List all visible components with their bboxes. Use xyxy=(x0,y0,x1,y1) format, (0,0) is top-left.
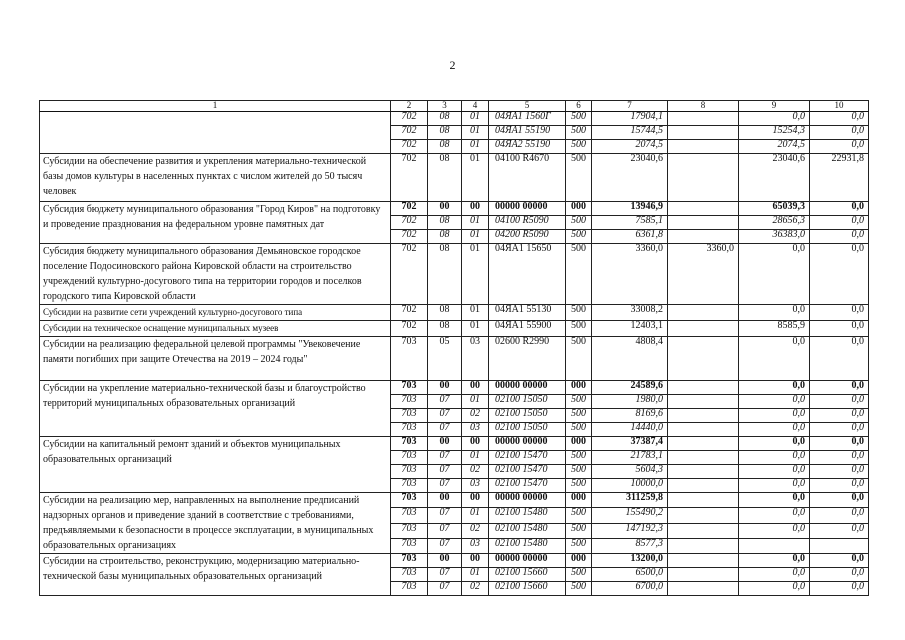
col-glava: 703 xyxy=(391,582,428,596)
col-amount-10: 0,0 xyxy=(810,523,869,538)
col-podrazdel: 00 xyxy=(462,381,489,395)
col-amount-10 xyxy=(810,538,869,553)
table-row xyxy=(40,321,869,337)
col-celevaya-statya: 04100 R4670 xyxy=(489,154,566,202)
col-razdel: 07 xyxy=(428,465,462,479)
col-amount-9: 65039,3 xyxy=(739,202,810,216)
col-amount-10: 0,0 xyxy=(810,381,869,395)
col-amount-10: 0,0 xyxy=(810,202,869,216)
header-cell: 4 xyxy=(462,101,489,112)
col-podrazdel: 00 xyxy=(462,554,489,568)
col-amount-9: 0,0 xyxy=(739,395,810,409)
col-razdel: 08 xyxy=(428,112,462,126)
col-glava: 702 xyxy=(391,216,428,230)
col-razdel: 08 xyxy=(428,244,462,305)
col-glava: 703 xyxy=(391,337,428,381)
col-amount-9: 23040,6 xyxy=(739,154,810,202)
col-razdel: 07 xyxy=(428,538,462,553)
col-amount-10: 0,0 xyxy=(810,305,869,321)
col-razdel: 05 xyxy=(428,337,462,381)
col-razdel: 07 xyxy=(428,409,462,423)
col-razdel: 07 xyxy=(428,395,462,409)
col-amount-9: 0,0 xyxy=(739,523,810,538)
col-celevaya-statya: 04ЯА1 55130 xyxy=(489,305,566,321)
col-amount-7: 4808,4 xyxy=(592,337,668,381)
col-glava: 703 xyxy=(391,395,428,409)
col-amount-9: 28656,3 xyxy=(739,216,810,230)
col-amount-8 xyxy=(668,568,739,582)
col-celevaya-statya: 04ЯА1 55900 xyxy=(489,321,566,337)
table-row xyxy=(40,381,869,395)
col-amount-8 xyxy=(668,216,739,230)
col-vid-rashodov: 000 xyxy=(566,493,592,508)
col-amount-9: 0,0 xyxy=(739,437,810,451)
col-celevaya-statya: 00000 00000 xyxy=(489,381,566,395)
col-amount-8 xyxy=(668,582,739,596)
col-amount-9: 0,0 xyxy=(739,582,810,596)
col-podrazdel: 03 xyxy=(462,479,489,493)
col-amount-9: 0,0 xyxy=(739,423,810,437)
col-amount-7: 8577,3 xyxy=(592,538,668,553)
col-amount-9: 15254,3 xyxy=(739,126,810,140)
table-row xyxy=(40,112,869,126)
col-vid-rashodov: 500 xyxy=(566,154,592,202)
col-celevaya-statya: 02100 15480 xyxy=(489,508,566,523)
col-vid-rashodov: 500 xyxy=(566,538,592,553)
col-amount-10: 0,0 xyxy=(810,465,869,479)
col-amount-10: 0,0 xyxy=(810,451,869,465)
col-amount-8 xyxy=(668,523,739,538)
col-razdel: 08 xyxy=(428,154,462,202)
col-vid-rashodov: 000 xyxy=(566,202,592,216)
col-amount-8 xyxy=(668,321,739,337)
row-description: Субсидия бюджету муниципального образования Демьяновское городское поселение Подосиновского района Кировской области на строительство учреждений культурно-досугового типа на территории городов и поселков городского типа Кировской области xyxy=(40,244,391,305)
col-amount-9: 0,0 xyxy=(739,112,810,126)
col-amount-7: 147192,3 xyxy=(592,523,668,538)
col-amount-7: 14440,0 xyxy=(592,423,668,437)
col-vid-rashodov: 500 xyxy=(566,337,592,381)
col-podrazdel: 00 xyxy=(462,493,489,508)
col-amount-9: 0,0 xyxy=(739,479,810,493)
col-glava: 702 xyxy=(391,126,428,140)
col-glava: 702 xyxy=(391,321,428,337)
col-vid-rashodov: 500 xyxy=(566,423,592,437)
col-celevaya-statya: 02100 15470 xyxy=(489,479,566,493)
col-podrazdel: 01 xyxy=(462,154,489,202)
col-amount-9: 0,0 xyxy=(739,409,810,423)
col-amount-9: 2074,5 xyxy=(739,140,810,154)
table-row xyxy=(40,305,869,321)
col-podrazdel: 01 xyxy=(462,112,489,126)
col-glava: 703 xyxy=(391,538,428,553)
col-podrazdel: 01 xyxy=(462,508,489,523)
col-amount-10: 0,0 xyxy=(810,216,869,230)
col-razdel: 00 xyxy=(428,202,462,216)
col-glava: 703 xyxy=(391,493,428,508)
col-amount-10: 0,0 xyxy=(810,140,869,154)
col-amount-8 xyxy=(668,202,739,216)
col-razdel: 07 xyxy=(428,523,462,538)
col-amount-10: 0,0 xyxy=(810,126,869,140)
col-celevaya-statya: 02100 15480 xyxy=(489,538,566,553)
col-vid-rashodov: 500 xyxy=(566,140,592,154)
col-amount-10: 0,0 xyxy=(810,568,869,582)
row-description: Субсидии на техническое оснащение муниципальных музеев xyxy=(40,321,391,337)
col-vid-rashodov: 500 xyxy=(566,112,592,126)
col-celevaya-statya: 00000 00000 xyxy=(489,554,566,568)
header-cell: 10 xyxy=(810,101,869,112)
col-razdel: 07 xyxy=(428,582,462,596)
col-amount-9: 0,0 xyxy=(739,508,810,523)
col-razdel: 00 xyxy=(428,554,462,568)
col-podrazdel: 02 xyxy=(462,465,489,479)
col-razdel: 07 xyxy=(428,479,462,493)
col-celevaya-statya: 02100 15050 xyxy=(489,395,566,409)
col-glava: 703 xyxy=(391,451,428,465)
col-podrazdel: 00 xyxy=(462,202,489,216)
col-amount-9: 0,0 xyxy=(739,337,810,381)
col-glava: 702 xyxy=(391,202,428,216)
col-amount-7: 3360,0 xyxy=(592,244,668,305)
col-glava: 702 xyxy=(391,154,428,202)
col-vid-rashodov: 500 xyxy=(566,568,592,582)
col-amount-9: 36383,0 xyxy=(739,230,810,244)
header-cell: 9 xyxy=(739,101,810,112)
col-amount-8 xyxy=(668,493,739,508)
col-razdel: 00 xyxy=(428,437,462,451)
col-amount-8 xyxy=(668,230,739,244)
col-amount-10: 0,0 xyxy=(810,409,869,423)
header-row xyxy=(40,101,869,112)
col-podrazdel: 02 xyxy=(462,409,489,423)
col-razdel: 07 xyxy=(428,423,462,437)
col-amount-10: 0,0 xyxy=(810,244,869,305)
col-amount-7: 7585,1 xyxy=(592,216,668,230)
page-number: 2 xyxy=(449,58,456,72)
col-amount-10: 0,0 xyxy=(810,493,869,508)
col-amount-7: 10000,0 xyxy=(592,479,668,493)
row-description xyxy=(40,112,391,154)
col-amount-9: 0,0 xyxy=(739,305,810,321)
col-celevaya-statya: 04ЯА1 15650 xyxy=(489,244,566,305)
col-glava: 702 xyxy=(391,230,428,244)
table-row xyxy=(40,154,869,202)
col-amount-10: 22931,8 xyxy=(810,154,869,202)
col-vid-rashodov: 000 xyxy=(566,554,592,568)
col-glava: 703 xyxy=(391,423,428,437)
col-vid-rashodov: 500 xyxy=(566,230,592,244)
header-cell: 2 xyxy=(391,101,428,112)
col-vid-rashodov: 500 xyxy=(566,244,592,305)
col-glava: 703 xyxy=(391,568,428,582)
col-celevaya-statya: 04ЯА1 55190 xyxy=(489,126,566,140)
col-vid-rashodov: 500 xyxy=(566,409,592,423)
col-amount-7: 2074,5 xyxy=(592,140,668,154)
col-amount-7: 23040,6 xyxy=(592,154,668,202)
col-celevaya-statya: 04200 R5090 xyxy=(489,230,566,244)
col-amount-9: 0,0 xyxy=(739,451,810,465)
header-cell: 1 xyxy=(40,101,391,112)
col-amount-7: 13200,0 xyxy=(592,554,668,568)
col-amount-7: 21783,1 xyxy=(592,451,668,465)
col-glava: 702 xyxy=(391,305,428,321)
col-amount-7: 37387,4 xyxy=(592,437,668,451)
col-celevaya-statya: 02100 15470 xyxy=(489,451,566,465)
col-amount-7: 17904,1 xyxy=(592,112,668,126)
col-podrazdel: 01 xyxy=(462,244,489,305)
col-razdel: 07 xyxy=(428,508,462,523)
col-amount-8 xyxy=(668,126,739,140)
col-amount-10: 0,0 xyxy=(810,337,869,381)
col-razdel: 08 xyxy=(428,305,462,321)
col-amount-8 xyxy=(668,538,739,553)
col-amount-7: 13946,9 xyxy=(592,202,668,216)
col-amount-10: 0,0 xyxy=(810,112,869,126)
col-celevaya-statya: 02100 15480 xyxy=(489,523,566,538)
col-celevaya-statya: 00000 00000 xyxy=(489,202,566,216)
col-amount-8 xyxy=(668,112,739,126)
col-vid-rashodov: 500 xyxy=(566,582,592,596)
row-description: Субсидии на укрепление материально-технической базы и благоустройство территорий муниципальных образовательных организаций xyxy=(40,381,391,437)
col-vid-rashodov: 500 xyxy=(566,451,592,465)
col-podrazdel: 01 xyxy=(462,305,489,321)
row-description: Субсидии на развитие сети учреждений культурно-досугового типа xyxy=(40,305,391,321)
col-amount-9: 8585,9 xyxy=(739,321,810,337)
col-celevaya-statya: 02600 R2990 xyxy=(489,337,566,381)
row-description: Субсидии на капитальный ремонт зданий и объектов муниципальных образовательных организаций xyxy=(40,437,391,493)
col-amount-8 xyxy=(668,337,739,381)
col-glava: 703 xyxy=(391,508,428,523)
col-razdel: 08 xyxy=(428,140,462,154)
col-razdel: 08 xyxy=(428,126,462,140)
col-celevaya-statya: 02100 15050 xyxy=(489,409,566,423)
col-amount-7: 24589,6 xyxy=(592,381,668,395)
col-podrazdel: 01 xyxy=(462,126,489,140)
col-glava: 703 xyxy=(391,479,428,493)
col-amount-7: 8169,6 xyxy=(592,409,668,423)
col-vid-rashodov: 500 xyxy=(566,305,592,321)
col-amount-8 xyxy=(668,395,739,409)
col-glava: 702 xyxy=(391,140,428,154)
col-podrazdel: 00 xyxy=(462,437,489,451)
col-amount-8 xyxy=(668,140,739,154)
col-amount-8 xyxy=(668,479,739,493)
row-description: Субсидия бюджету муниципального образования "Город Киров" на подготовку и проведение празднования на федеральном уровне памятных дат xyxy=(40,202,391,244)
col-amount-10: 0,0 xyxy=(810,423,869,437)
col-podrazdel: 03 xyxy=(462,337,489,381)
col-amount-8 xyxy=(668,154,739,202)
col-amount-10: 0,0 xyxy=(810,437,869,451)
col-vid-rashodov: 500 xyxy=(566,479,592,493)
row-description: Субсидии на реализацию мер, направленных на выполнение предписаний надзорных органов и приведение зданий в соответствие с требованиями, предъявляемыми к безопасности в процессе эксплуатации, в муниципальных образовательных организациях xyxy=(40,493,391,554)
col-amount-7: 6361,8 xyxy=(592,230,668,244)
col-amount-10: 0,0 xyxy=(810,554,869,568)
col-amount-8: 3360,0 xyxy=(668,244,739,305)
col-celevaya-statya: 04ЯА2 55190 xyxy=(489,140,566,154)
col-amount-9: 0,0 xyxy=(739,465,810,479)
table-row xyxy=(40,337,869,381)
col-razdel: 07 xyxy=(428,568,462,582)
col-podrazdel: 01 xyxy=(462,140,489,154)
col-amount-7: 155490,2 xyxy=(592,508,668,523)
col-vid-rashodov: 500 xyxy=(566,508,592,523)
col-glava: 703 xyxy=(391,523,428,538)
col-amount-8 xyxy=(668,554,739,568)
col-podrazdel: 03 xyxy=(462,423,489,437)
col-glava: 703 xyxy=(391,465,428,479)
col-razdel: 00 xyxy=(428,381,462,395)
col-glava: 703 xyxy=(391,437,428,451)
col-celevaya-statya: 02100 15050 xyxy=(489,423,566,437)
col-amount-8 xyxy=(668,305,739,321)
col-celevaya-statya: 00000 00000 xyxy=(489,437,566,451)
col-vid-rashodov: 500 xyxy=(566,523,592,538)
col-podrazdel: 01 xyxy=(462,395,489,409)
table-row xyxy=(40,554,869,568)
col-podrazdel: 02 xyxy=(462,523,489,538)
col-amount-7: 15744,5 xyxy=(592,126,668,140)
col-glava: 702 xyxy=(391,112,428,126)
table-row xyxy=(40,202,869,216)
col-amount-10: 0,0 xyxy=(810,321,869,337)
col-amount-7: 6500,0 xyxy=(592,568,668,582)
col-podrazdel: 01 xyxy=(462,451,489,465)
col-amount-7: 5604,3 xyxy=(592,465,668,479)
col-vid-rashodov: 000 xyxy=(566,437,592,451)
col-amount-10: 0,0 xyxy=(810,582,869,596)
col-amount-8 xyxy=(668,381,739,395)
col-vid-rashodov: 000 xyxy=(566,381,592,395)
col-vid-rashodov: 500 xyxy=(566,126,592,140)
col-podrazdel: 01 xyxy=(462,230,489,244)
col-celevaya-statya: 04ЯА1 1560Г xyxy=(489,112,566,126)
table-row xyxy=(40,493,869,508)
table-row xyxy=(40,244,869,305)
col-amount-8 xyxy=(668,423,739,437)
col-celevaya-statya: 02100 15660 xyxy=(489,582,566,596)
col-podrazdel: 01 xyxy=(462,568,489,582)
col-amount-10: 0,0 xyxy=(810,230,869,244)
col-glava: 702 xyxy=(391,244,428,305)
col-amount-9: 0,0 xyxy=(739,244,810,305)
col-amount-9: 0,0 xyxy=(739,381,810,395)
row-description: Субсидии на обеспечение развития и укрепления материально-технической базы домов культуры в населенных пунктах с числом жителей до 50 тысяч человек xyxy=(40,154,391,202)
col-razdel: 08 xyxy=(428,216,462,230)
row-description: Субсидии на реализацию федеральной целевой программы "Увековечение памяти погибших при защите Отечества на 2019 – 2024 годы" xyxy=(40,337,391,381)
col-amount-8 xyxy=(668,451,739,465)
header-cell: 7 xyxy=(592,101,668,112)
col-amount-7: 33008,2 xyxy=(592,305,668,321)
col-vid-rashodov: 500 xyxy=(566,321,592,337)
col-amount-9: 0,0 xyxy=(739,493,810,508)
col-amount-8 xyxy=(668,409,739,423)
col-amount-8 xyxy=(668,437,739,451)
col-vid-rashodov: 500 xyxy=(566,395,592,409)
header-cell: 5 xyxy=(489,101,566,112)
col-glava: 703 xyxy=(391,554,428,568)
col-vid-rashodov: 500 xyxy=(566,216,592,230)
col-celevaya-statya: 02100 15470 xyxy=(489,465,566,479)
col-amount-7: 1980,0 xyxy=(592,395,668,409)
col-glava: 703 xyxy=(391,409,428,423)
col-celevaya-statya: 00000 00000 xyxy=(489,493,566,508)
header-cell: 3 xyxy=(428,101,462,112)
col-vid-rashodov: 500 xyxy=(566,465,592,479)
col-amount-7: 12403,1 xyxy=(592,321,668,337)
col-amount-9: 0,0 xyxy=(739,568,810,582)
col-amount-10: 0,0 xyxy=(810,395,869,409)
col-amount-9 xyxy=(739,538,810,553)
col-amount-8 xyxy=(668,465,739,479)
header-cell: 6 xyxy=(566,101,592,112)
header-cell: 8 xyxy=(668,101,739,112)
row-description: Субсидии на строительство, реконструкцию, модернизацию материально-технической базы муниципальных образовательных организаций xyxy=(40,554,391,596)
col-podrazdel: 02 xyxy=(462,582,489,596)
col-amount-10: 0,0 xyxy=(810,508,869,523)
budget-table xyxy=(39,100,869,596)
col-razdel: 08 xyxy=(428,230,462,244)
col-podrazdel: 03 xyxy=(462,538,489,553)
col-razdel: 08 xyxy=(428,321,462,337)
col-glava: 703 xyxy=(391,381,428,395)
col-amount-10: 0,0 xyxy=(810,479,869,493)
col-amount-8 xyxy=(668,508,739,523)
col-celevaya-statya: 02100 15660 xyxy=(489,568,566,582)
col-razdel: 07 xyxy=(428,451,462,465)
col-amount-7: 311259,8 xyxy=(592,493,668,508)
table-row xyxy=(40,437,869,451)
col-amount-9: 0,0 xyxy=(739,554,810,568)
col-celevaya-statya: 04100 R5090 xyxy=(489,216,566,230)
col-podrazdel: 01 xyxy=(462,216,489,230)
col-amount-7: 6700,0 xyxy=(592,582,668,596)
col-razdel: 00 xyxy=(428,493,462,508)
col-podrazdel: 01 xyxy=(462,321,489,337)
